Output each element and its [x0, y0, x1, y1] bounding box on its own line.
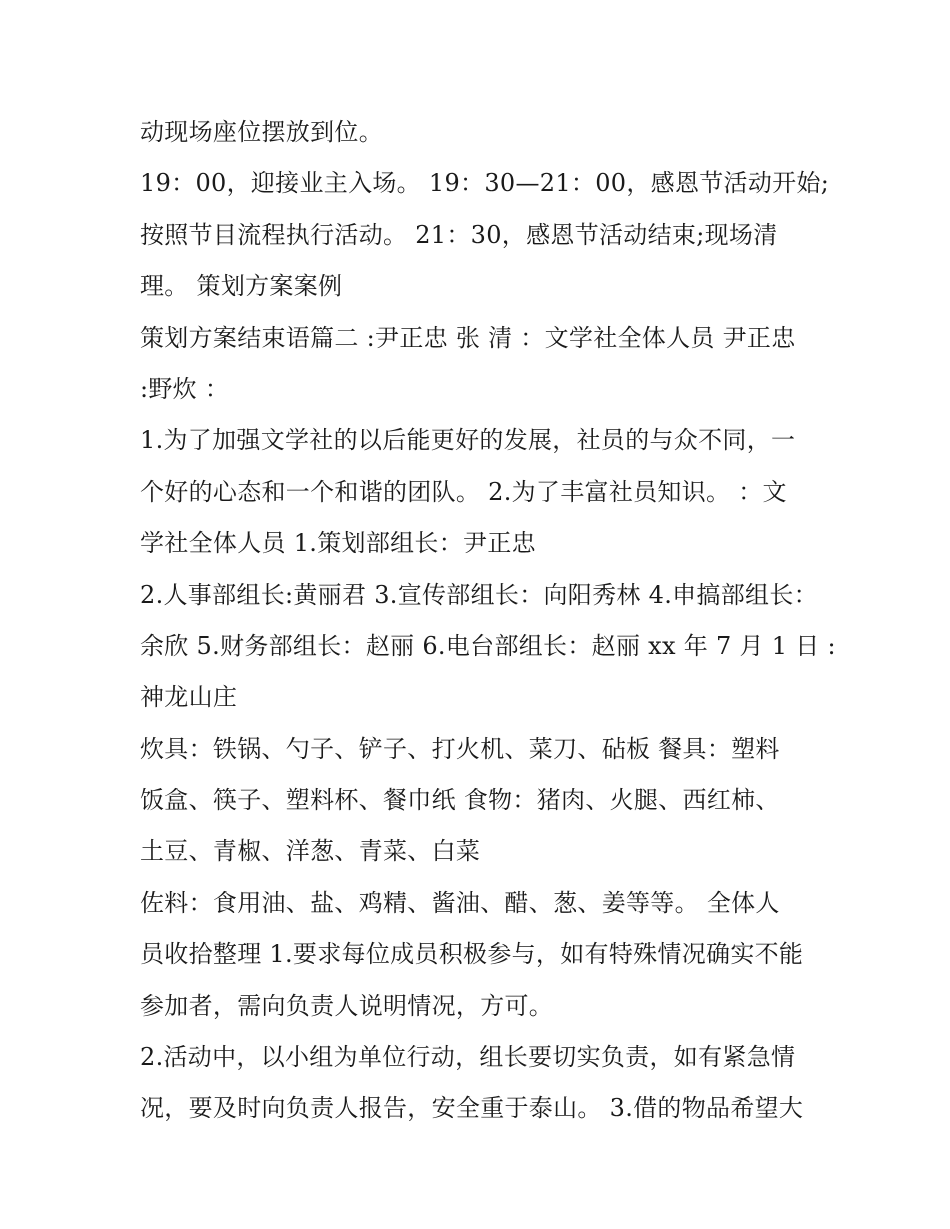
- text-line: 余欣 5.财务部组长：赵丽 6.电台部组长：赵丽 xx 年 7 月 1 日 :: [140, 631, 836, 660]
- text-line: 2.活动中，以小组为单位行动，组长要切实负责，如有紧急情: [140, 1043, 796, 1072]
- text-line: 策划方案结束语篇二 :尹正忠 张 清 ：文学社全体人员 尹正忠: [140, 323, 796, 352]
- text-line: 动现场座位摆放到位。: [140, 118, 383, 146]
- text-line: 2.人事部组长:黄丽君 3.宣传部组长：向阳秀林 4.申搞部组长：: [140, 580, 818, 609]
- text-line: 员收拾整理 1.要求每位成员积极参与，如有特殊情况确实不能: [140, 940, 804, 969]
- text-line: 理。 策划方案案例: [140, 272, 343, 301]
- text-line: :野炊 ：: [140, 374, 230, 403]
- text-line: 1.为了加强文学社的以后能更好的发展，社员的与众不同，一: [140, 426, 796, 455]
- text-line: 个好的心态和一个和谐的团队。 2.为了丰富社员知识。 ：文: [140, 477, 787, 506]
- text-line: 炊具：铁锅、勺子、铲子、打火机、菜刀、砧板 餐具：塑料: [140, 734, 780, 763]
- text-line: 饭盒、筷子、塑料杯、餐巾纸 食物：猪肉、火腿、西红柿、: [140, 786, 780, 815]
- text-line: 神龙山庄: [140, 683, 238, 712]
- text-line: 学社全体人员 1.策划部组长：尹正忠: [140, 529, 536, 558]
- body-text: [140, 107, 836, 1135]
- text-line: 况，要及时向负责人报告，安全重于泰山。 3.借的物品希望大: [140, 1094, 804, 1123]
- text-line: 按照节目流程执行活动。 21：30，感恩节活动结束;现场清: [140, 220, 778, 249]
- text-line: 参加者，需向负责人说明情况，方可。: [140, 991, 554, 1020]
- text-line: 佐料：食用油、盐、鸡精、酱油、醋、葱、姜等等。 全体人: [140, 888, 780, 917]
- text-line: 19：00，迎接业主入场。 19：30—21：00，感恩节活动开始;: [140, 169, 830, 198]
- text-line: 土豆、青椒、洋葱、青菜、白菜: [140, 837, 481, 866]
